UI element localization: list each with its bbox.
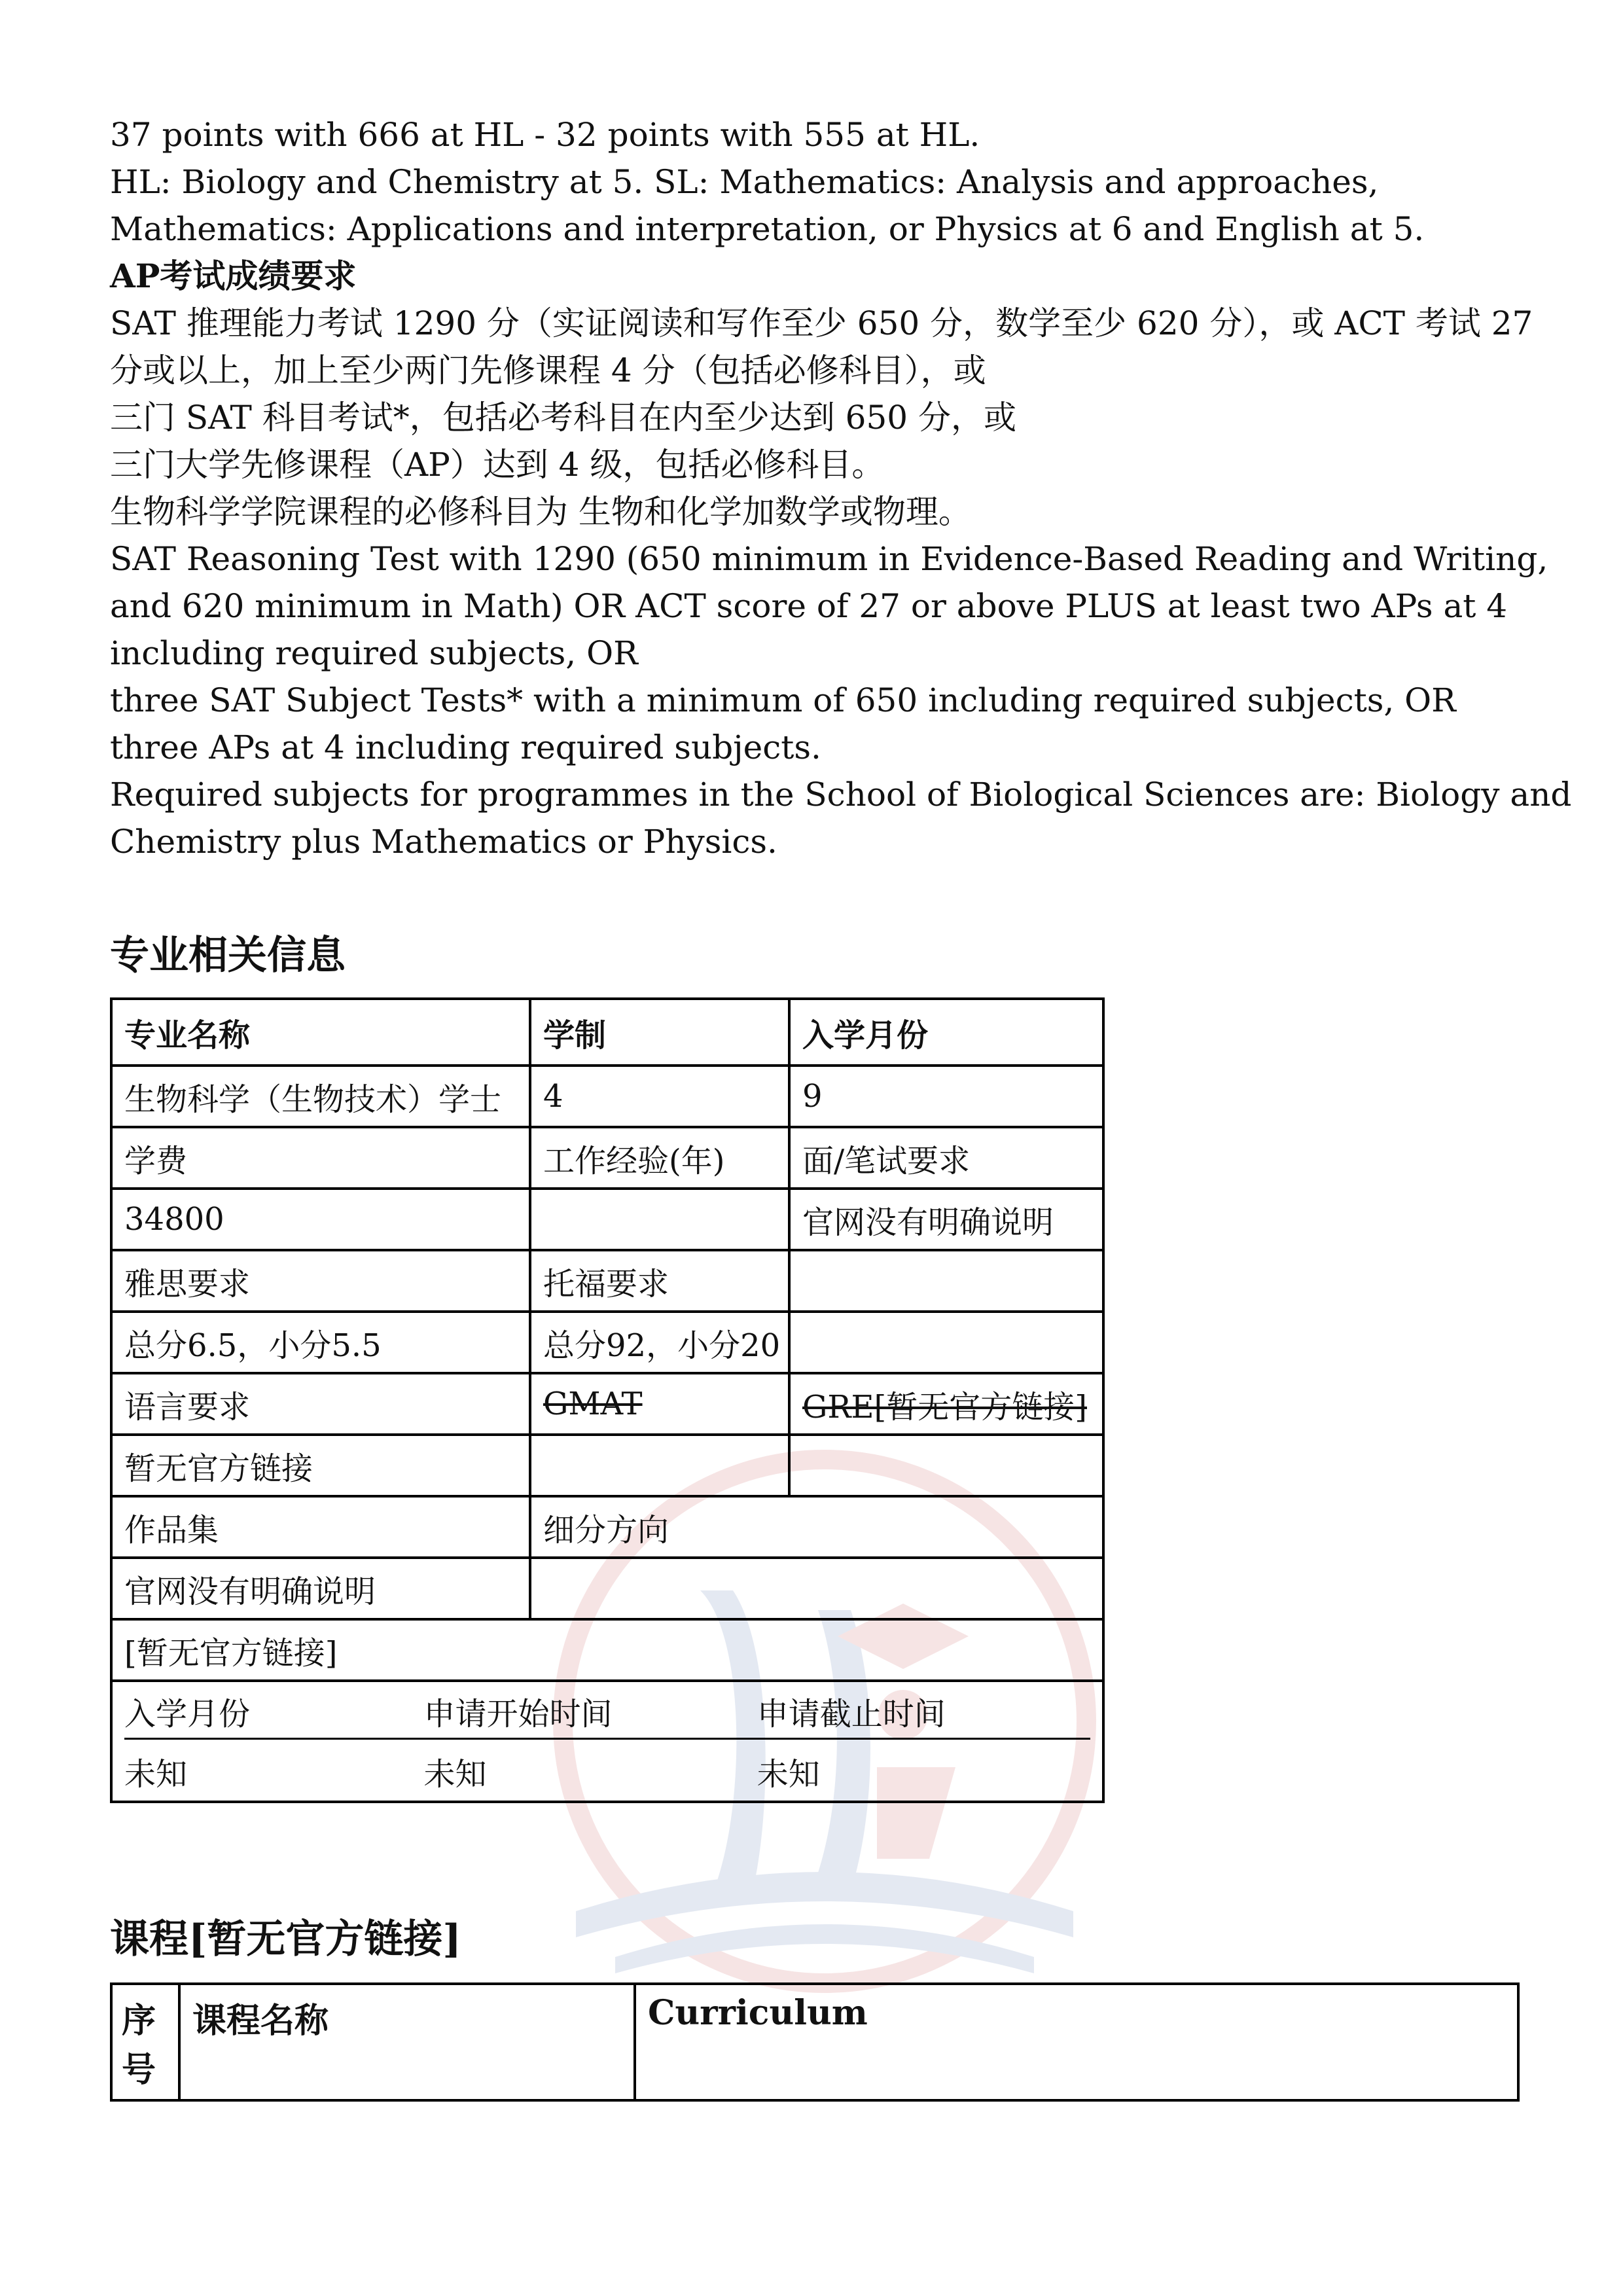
- fee-value: 34800: [111, 1189, 530, 1250]
- table-row: [111, 1681, 1103, 1802]
- ap-line: Chemistry plus Mathematics or Physics.: [110, 823, 777, 861]
- header-duration: 学制: [530, 999, 789, 1066]
- label-application-start: 申请开始时间: [423, 1696, 613, 1732]
- table-row: [111, 1127, 1103, 1189]
- application-start-value: 未知: [423, 1756, 487, 1793]
- interview-value: 官网没有明确说明: [789, 1189, 1103, 1250]
- table-row: [111, 1373, 1103, 1435]
- empty-cell: [530, 1435, 789, 1496]
- official-link-note: [暂无官方链接]: [111, 1619, 1103, 1681]
- label-work-experience: 工作经验(年): [530, 1127, 789, 1189]
- application-dates-header: [124, 1689, 1090, 1740]
- label-portfolio: 作品集: [111, 1496, 530, 1558]
- ap-line: 三门 SAT 科目考试*，包括必考科目在内至少达到 650 分，或: [110, 399, 1016, 437]
- direction-value: [530, 1558, 1103, 1619]
- work-experience-value: [530, 1189, 789, 1250]
- ap-line: SAT Reasoning Test with 1290 (650 minimum in Evidence-Based Reading and Writing,: [110, 540, 1548, 578]
- document-page: [110, 111, 1572, 2102]
- table-row: [111, 999, 1103, 1066]
- intake-value: 9: [789, 1066, 1103, 1127]
- label-language: 语言要求: [111, 1373, 530, 1435]
- label-gmat: GMAT: [530, 1373, 789, 1435]
- ap-line: Required subjects for programmes in the School of Biological Sciences are: Biology and: [110, 776, 1572, 814]
- header-course-name: 课程名称: [179, 1984, 635, 2100]
- application-dates-cell: [111, 1681, 1103, 1802]
- intro-paragraph: [110, 111, 1572, 865]
- table-row: [111, 1558, 1103, 1619]
- application-dates-values: [124, 1740, 1090, 1794]
- ap-heading: AP考试成绩要求: [110, 257, 357, 295]
- label-interview: 面/笔试要求: [789, 1127, 1103, 1189]
- table-row: [111, 1250, 1103, 1312]
- major-section-title: 专业相关信息: [110, 933, 346, 978]
- table-row: [111, 1066, 1103, 1127]
- label-ielts: 雅思要求: [111, 1250, 530, 1312]
- label-toefl: 托福要求: [530, 1250, 789, 1312]
- label-application-deadline: 申请截止时间: [757, 1696, 946, 1732]
- header-major-name: 专业名称: [111, 999, 530, 1066]
- ap-line: 生物科学学院课程的必修科目为 生物和化学加数学或物理。: [110, 493, 971, 531]
- intro-line: 37 points with 666 at HL - 32 points with 555 at HL.: [110, 116, 980, 154]
- header-course-number: 序号: [111, 1984, 179, 2100]
- empty-cell: [789, 1250, 1103, 1312]
- label-gre: GRE[暂无官方链接]: [789, 1373, 1103, 1435]
- course-section-title: 课程[暂无官方链接]: [110, 1916, 461, 1962]
- intro-line: Mathematics: Applications and interpretation, or Physics at 6 and English at 5.: [110, 210, 1425, 248]
- toefl-value: 总分92，小分20: [530, 1312, 789, 1373]
- table-row: [111, 1984, 1518, 2100]
- table-row: [111, 1312, 1103, 1373]
- table-row: [111, 1619, 1103, 1681]
- header-curriculum: Curriculum: [635, 1984, 1518, 2100]
- empty-cell: [789, 1435, 1103, 1496]
- ap-line: 三门大学先修课程（AP）达到 4 级，包括必修科目。: [110, 446, 885, 484]
- major-info-table: [110, 997, 1105, 1803]
- ap-line: three SAT Subject Tests* with a minimum of 650 including required subjects, OR: [110, 681, 1456, 719]
- duration-value: 4: [530, 1066, 789, 1127]
- course-table: [110, 1982, 1520, 2102]
- ap-line: and 620 minimum in Math) OR ACT score of 27 or above PLUS at least two APs at 4: [110, 587, 1508, 625]
- ap-line: 分或以上，加上至少两门先修课程 4 分（包括必修科目），或: [110, 351, 986, 389]
- label-fee: 学费: [111, 1127, 530, 1189]
- portfolio-value: 官网没有明确说明: [111, 1558, 530, 1619]
- ap-line: three APs at 4 including required subjects.: [110, 728, 821, 766]
- table-row: [111, 1189, 1103, 1250]
- label-intake-month: 入学月份: [124, 1696, 251, 1732]
- header-intake: 入学月份: [789, 999, 1103, 1066]
- intake-month-value: 未知: [124, 1756, 188, 1793]
- major-name: 生物科学（生物技术）学士: [111, 1066, 530, 1127]
- intro-line: HL: Biology and Chemistry at 5. SL: Mathematics: Analysis and approaches,: [110, 163, 1379, 201]
- ielts-value: 总分6.5，小分5.5: [111, 1312, 530, 1373]
- ap-line: SAT 推理能力考试 1290 分（实证阅读和写作至少 650 分，数学至少 620 分），或 ACT 考试 27: [110, 304, 1533, 342]
- table-row: [111, 1435, 1103, 1496]
- label-direction: 细分方向: [530, 1496, 1103, 1558]
- application-deadline-value: 未知: [757, 1756, 820, 1793]
- ap-line: including required subjects, OR: [110, 634, 638, 672]
- language-value: 暂无官方链接: [111, 1435, 530, 1496]
- empty-cell: [789, 1312, 1103, 1373]
- table-row: [111, 1496, 1103, 1558]
